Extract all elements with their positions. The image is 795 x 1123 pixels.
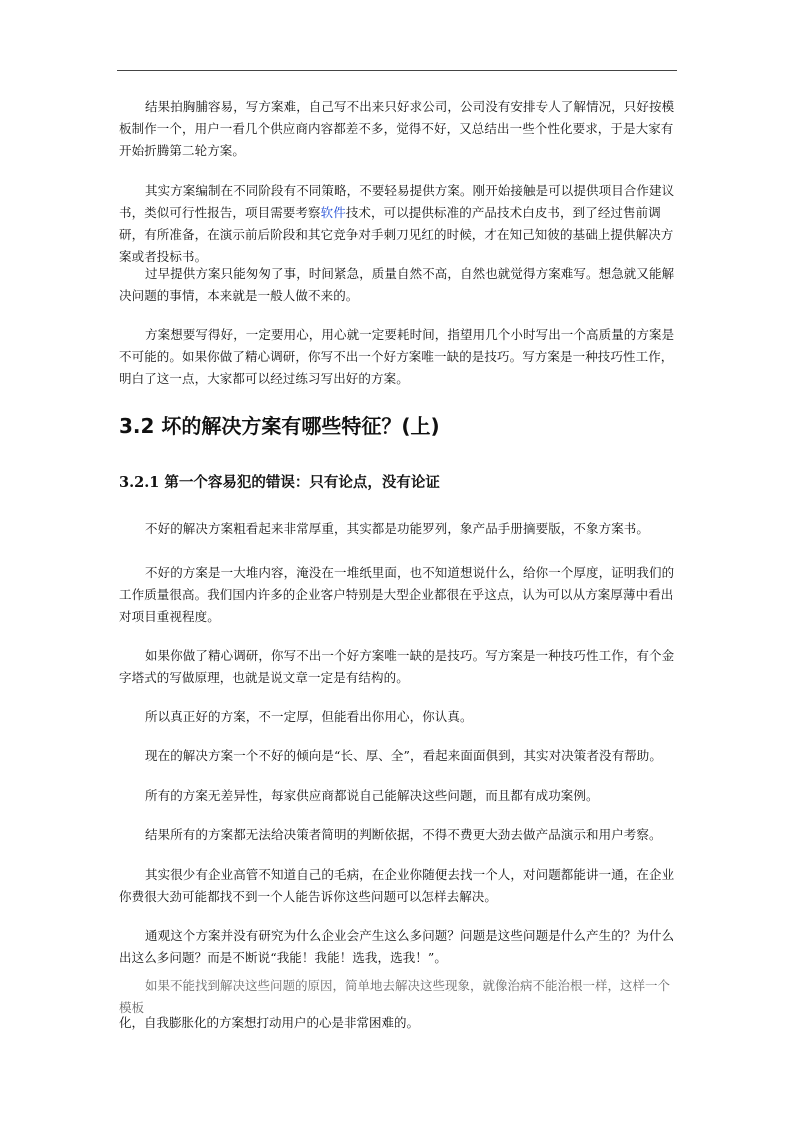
- paragraph-3: 过早提供方案只能匆匆了事，时间紧急，质量自然不高，自然也就觉得方案难写。想急就又能解决问题的事情，本来就是一般人做不来的。: [119, 266, 675, 303]
- paragraph-9: 现在的解决方案一个不好的倾向是“长、厚、全”，看起来面面俱到，其实对决策者没有帮助。: [145, 748, 662, 763]
- header-rule: [117, 70, 677, 71]
- clipped-line-text: 如果不能找到解决这些问题的原因，简单地去解决这些现象，就像治病不能治根一样，这样一个模板: [119, 978, 671, 1015]
- paragraph-13: 通观这个方案并没有研究为什么企业会产生这么多问题？问题是这些问题是什么产生的？为什么出这么多问题？而是不断说“我能！我能！选我，选我！”。: [119, 928, 675, 965]
- paragraph-2-text-a: 其实方案编制在不同阶段有不同策略，不要轻易提供方案。刚开始接触是可以提供项目合作建议书，类似可行性报告，项目需要考察: [119, 183, 675, 220]
- paragraph-10: 所有的方案无差异性，每家供应商都说自己能解决这些问题，而且都有成功案例。: [145, 788, 599, 803]
- paragraph-2-text-b: 技术，可以提供标准的产品技术白皮书，到了经过售前调研，有所准备，在演示前后阶段和其它竞争对手刺刀见红的时候，才在知己知彼的基础上提供解决方案或者投标书。: [119, 205, 674, 264]
- paragraph-12: 其实很少有企业高管不知道自己的毛病，在企业你随便去找一个人，对问题都能讲一通，在企业你费很大劲可能都找不到一个人能告诉你这些问题可以怎样去解决。: [119, 867, 675, 904]
- software-link[interactable]: 软件: [320, 205, 346, 220]
- paragraph-6: 不好的方案是一大堆内容，淹没在一堆纸里面，也不知道想说什么，给你一个厚度，证明我们的工作质量很高。我们国内许多的企业客户特别是大型企业都很在乎这点，认为可以从方案厚薄中看出对项目重视程度。: [119, 565, 675, 624]
- subsection-heading-3-2-1: 3.2.1 第一个容易犯的错误：只有论点，没有论证: [119, 474, 440, 491]
- paragraph-1: 结果拍胸脯容易，写方案难，自己写不出来只好求公司，公司没有安排专人了解情况，只好按模板制作一个，用户一看几个供应商内容都差不多，觉得不好，又总结出一些个性化要求，于是大家有开始折腾第二轮方案。: [119, 99, 675, 158]
- page-break-clipped-line: [119, 978, 679, 1015]
- paragraph-14-continuation: 化，自我膨胀化的方案想打动用户的心是非常困难的。: [119, 1015, 420, 1030]
- paragraph-8: 所以真正好的方案，不一定厚，但能看出你用心，你认真。: [145, 709, 473, 724]
- paragraph-5: 不好的解决方案粗看起来非常厚重，其实都是功能罗列，象产品手册摘要版，不象方案书。: [145, 521, 650, 536]
- section-heading-3-2: 3.2 坏的解决方案有哪些特征？(上): [119, 414, 440, 438]
- paragraph-7: 如果你做了精心调研，你写不出一个好方案唯一缺的是技巧。写方案是一种技巧性工作，有个金字塔式的写做原理，也就是说文章一定是有结构的。: [119, 648, 675, 685]
- paragraph-4: 方案想要写得好，一定要用心，用心就一定要耗时间，指望用几个小时写出一个高质量的方案是不可能的。如果你做了精心调研，你写不出一个好方案唯一缺的是技巧。写方案是一种技巧性工作，明白了这一点，大家都可以经过练习写出好的方案。: [119, 327, 675, 386]
- paragraph-2: [119, 180, 679, 268]
- paragraph-11: 结果所有的方案都无法给决策者简明的判断依据，不得不费更大劲去做产品演示和用户考察。: [145, 827, 662, 842]
